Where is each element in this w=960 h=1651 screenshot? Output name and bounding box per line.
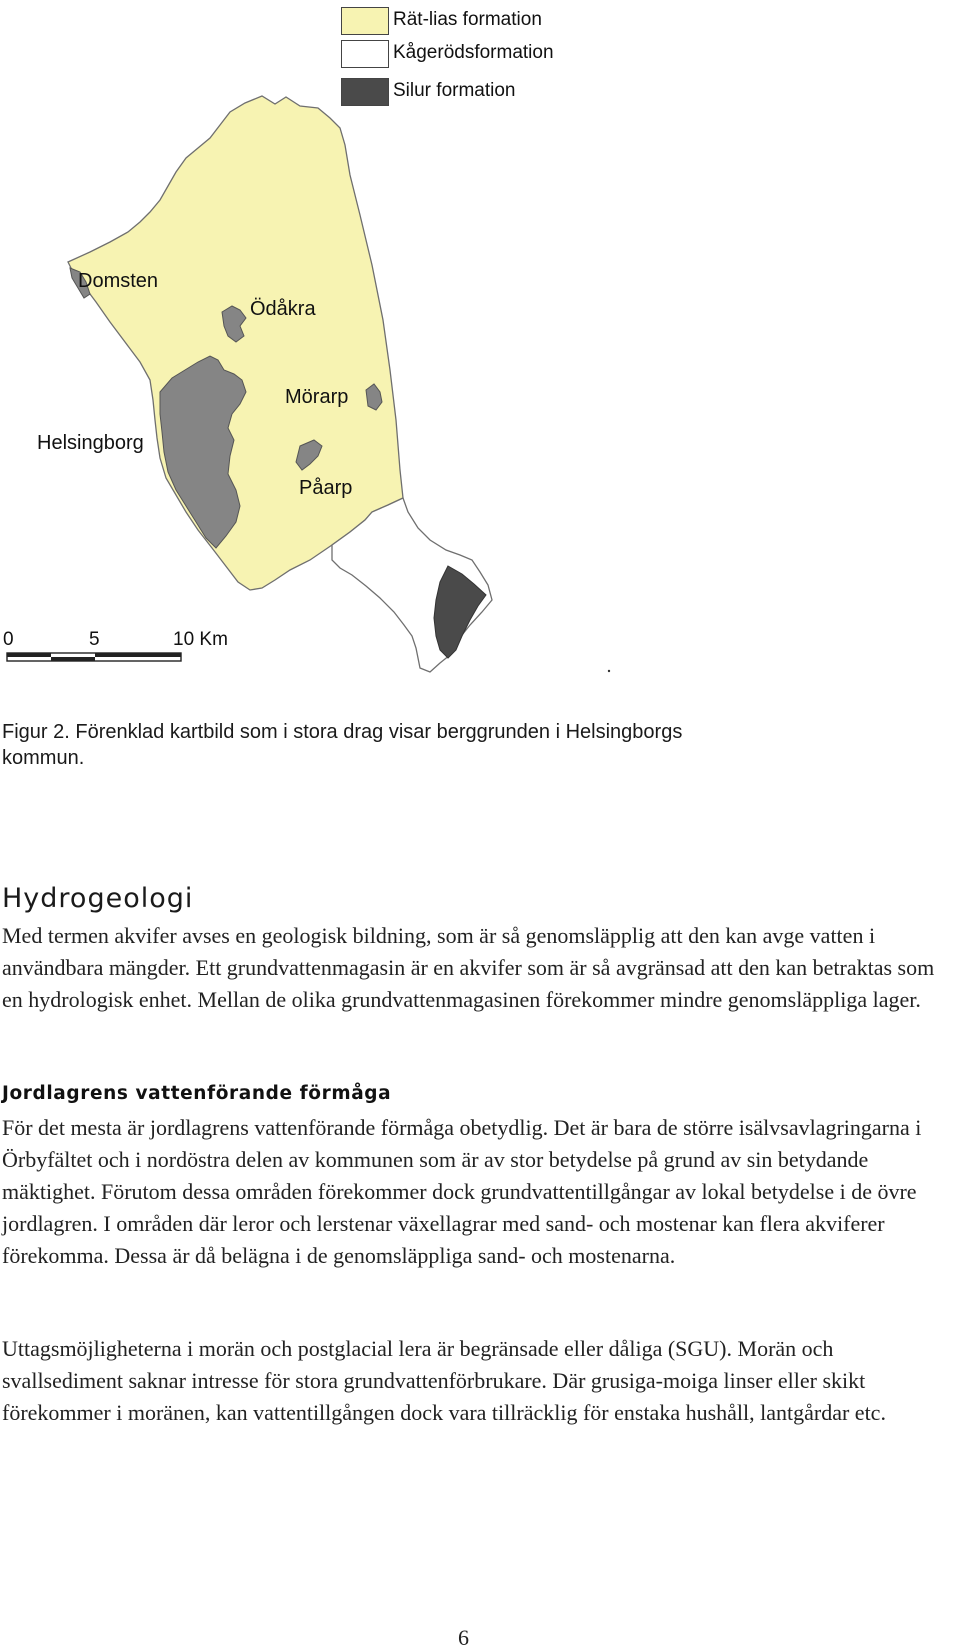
scale-label-0: 0	[3, 629, 14, 650]
place-label-odakra: Ödåkra	[250, 298, 316, 320]
scale-bar	[7, 653, 181, 661]
subsection-heading: Jordlagrens vattenförande förmåga	[2, 1083, 392, 1104]
subsection-paragraph: För det mesta är jordlagrens vattenförande förmåga obetydlig. Det är bara de större isälvsavlagringarna i Örbyfältet och i nordöstra delen av kommunen som är av stor betydelse på grund av sin betydande mäktighet. Förutom dessa områden förekommer dock grundvattentillgångar av lokal betydelse i de övre jordlagren. I områden där leror och lerstenar växellagrar med sand- och mostenar kan flera akviferer förekomma. Dessa är då belägna i de genomsläppliga sand- och mostenarna.	[2, 1115, 922, 1268]
legend-label: Silur formation	[393, 80, 516, 101]
page-number: 6	[458, 1625, 469, 1650]
section-paragraph: Med termen akvifer avses en geologisk bildning, som är så genomsläpplig att den kan avge vatten i användbara mängder. Ett grundvattenmagasin är en akvifer som är så avgränsad att den kan betraktas som en hydrologisk enhet. Mellan de olika grundvattenmagasinen förekommer mindre genomsläppliga lager.	[2, 923, 935, 1012]
scale-label-5: 5	[89, 629, 100, 650]
legend-label: Rät-lias formation	[393, 9, 542, 30]
map-dot	[608, 670, 610, 672]
scale-label-10km: 10 Km	[173, 629, 228, 650]
figure-caption: Figur 2. Förenklad kartbild som i stora drag visar berggrunden i Helsingborgs kommun.	[2, 721, 683, 769]
legend-label: Kågerödsformation	[393, 42, 554, 63]
geology-map	[0, 0, 960, 700]
legend-swatch-rat-lias	[341, 7, 389, 35]
legend-swatch-silur	[341, 78, 389, 106]
place-label-domsten: Domsten	[78, 270, 159, 292]
place-label-paarp: Påarp	[299, 477, 353, 499]
place-label-helsingborg: Helsingborg	[37, 432, 144, 454]
subsection-paragraph: Uttagsmöjligheterna i morän och postglacial lera är begränsade eller dåliga (SGU). Morän och svallsediment saknar intresse för stora grundvattenförbrukare. Där grusiga-moiga linser eller skikt förekommer i moränen, kan vattentillgången dock vara tillräcklig för enstaka hushåll, lantgårdar etc.	[2, 1336, 886, 1425]
place-label-morarp: Mörarp	[285, 386, 349, 408]
legend-swatch-kagerod	[341, 40, 389, 68]
section-heading: Hydrogeologi	[2, 883, 194, 914]
